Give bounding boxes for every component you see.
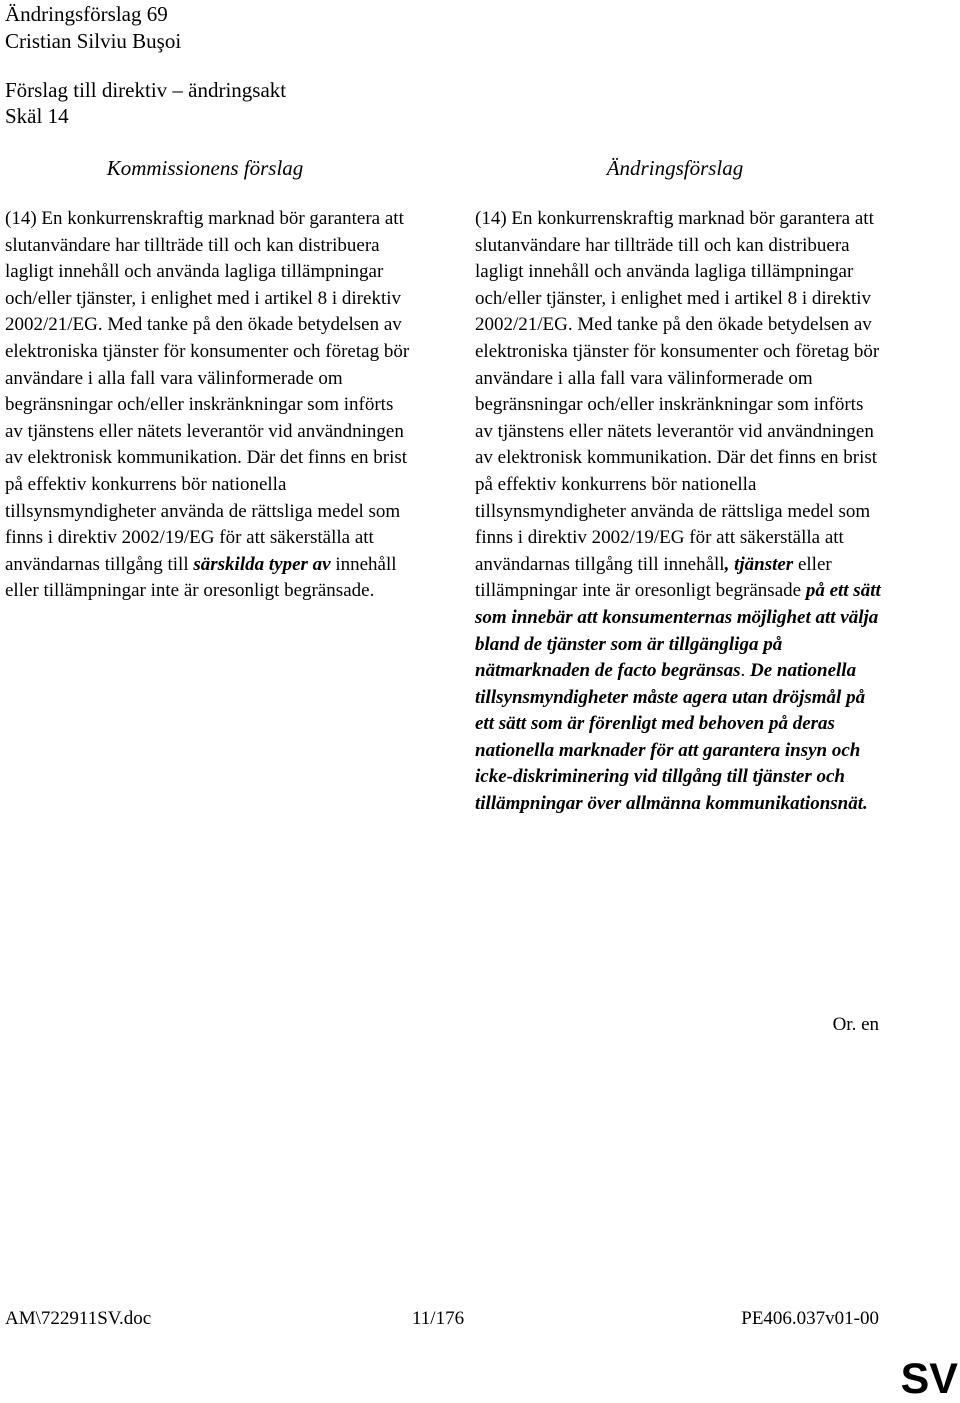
- amendment-number: Ändringsförslag 69: [5, 2, 168, 26]
- page-number: 11/176: [412, 1308, 465, 1329]
- emphasized-segment: på ett sätt som innebär att konsumenternas möjlighet att välja bland de tjänster som är tillgängliga på nätmarknaden de facto begränsas: [475, 580, 881, 682]
- text-segment: .: [740, 660, 750, 682]
- commission-proposal-paragraph: [5, 206, 415, 605]
- amendment-heading: Ändringsförslag: [606, 156, 744, 180]
- emphasized-segment: De nationella tillsynsmyndigheter måste agera utan dröjsmål på ett sätt som är förenligt med behoven på deras nationella marknader för att garantera insyn och icke-diskriminering vid tillgång till tjänster och tillämpningar över allmänna kommunikationsnät.: [475, 660, 868, 815]
- document-reference: AM\722911SV.doc: [5, 1308, 152, 1329]
- pe-reference: PE406.037v01-00: [741, 1308, 879, 1329]
- proposal-type: Förslag till direktiv – ändringsakt: [5, 78, 287, 102]
- amendment-paragraph: [475, 206, 885, 818]
- language-code: SV: [900, 1355, 958, 1403]
- text-segment: innehåll eller tillämpningar inte är oresonligt begränsade.: [5, 553, 397, 602]
- text-segment: eller tillämpningar inte är oresonligt begränsade: [475, 553, 832, 602]
- amendment-text: [475, 206, 885, 818]
- emphasized-segment: särskilda typer av: [193, 553, 331, 575]
- commission-proposal-heading: Kommissionens förslag: [106, 156, 304, 180]
- original-language: Or. en: [832, 1014, 879, 1035]
- author-name: Cristian Silviu Buşoi: [5, 29, 182, 53]
- commission-proposal-text: [5, 206, 415, 605]
- recital-reference: Skäl 14: [5, 104, 69, 128]
- emphasized-segment: , tjänster: [724, 553, 794, 575]
- text-segment: (14) En konkurrenskraftig marknad bör garantera att slutanvändare har tillträde till och kan distribuera lagligt innehåll och använda lagliga tillämpningar och/eller tjänster, i enlighet med i artikel 8 i direktiv 2002/21/EG. Med tanke på den ökade betydelsen av elektroniska tjänster för konsumenter och företag bör användare i alla fall vara välinformerade om begränsningar och/eller inskränkningar som införts av tjänstens eller nätets leverantör vid användningen av elektronisk kommunikation. Där det finns en brist på effektiv konkurrens bör nationella tillsynsmyndigheter använda de rättsliga medel som finns i direktiv 2002/19/EG för att säkerställa att användarnas tillgång till innehåll: [475, 208, 880, 575]
- text-segment: (14) En konkurrenskraftig marknad bör garantera att slutanvändare har tillträde till och kan distribuera lagligt innehåll och använda lagliga tillämpningar och/eller tjänster, i enlighet med i artikel 8 i direktiv 2002/21/EG. Med tanke på den ökade betydelsen av elektroniska tjänster för konsumenter och företag bör användare i alla fall vara välinformerade om begränsningar och/eller inskränkningar som införts av tjänstens eller nätets leverantör vid användningen av elektronisk kommunikation. Där det finns en brist på effektiv konkurrens bör nationella tillsynsmyndigheter använda de rättsliga medel som finns i direktiv 2002/19/EG för att säkerställa att användarnas tillgång till: [5, 208, 410, 575]
